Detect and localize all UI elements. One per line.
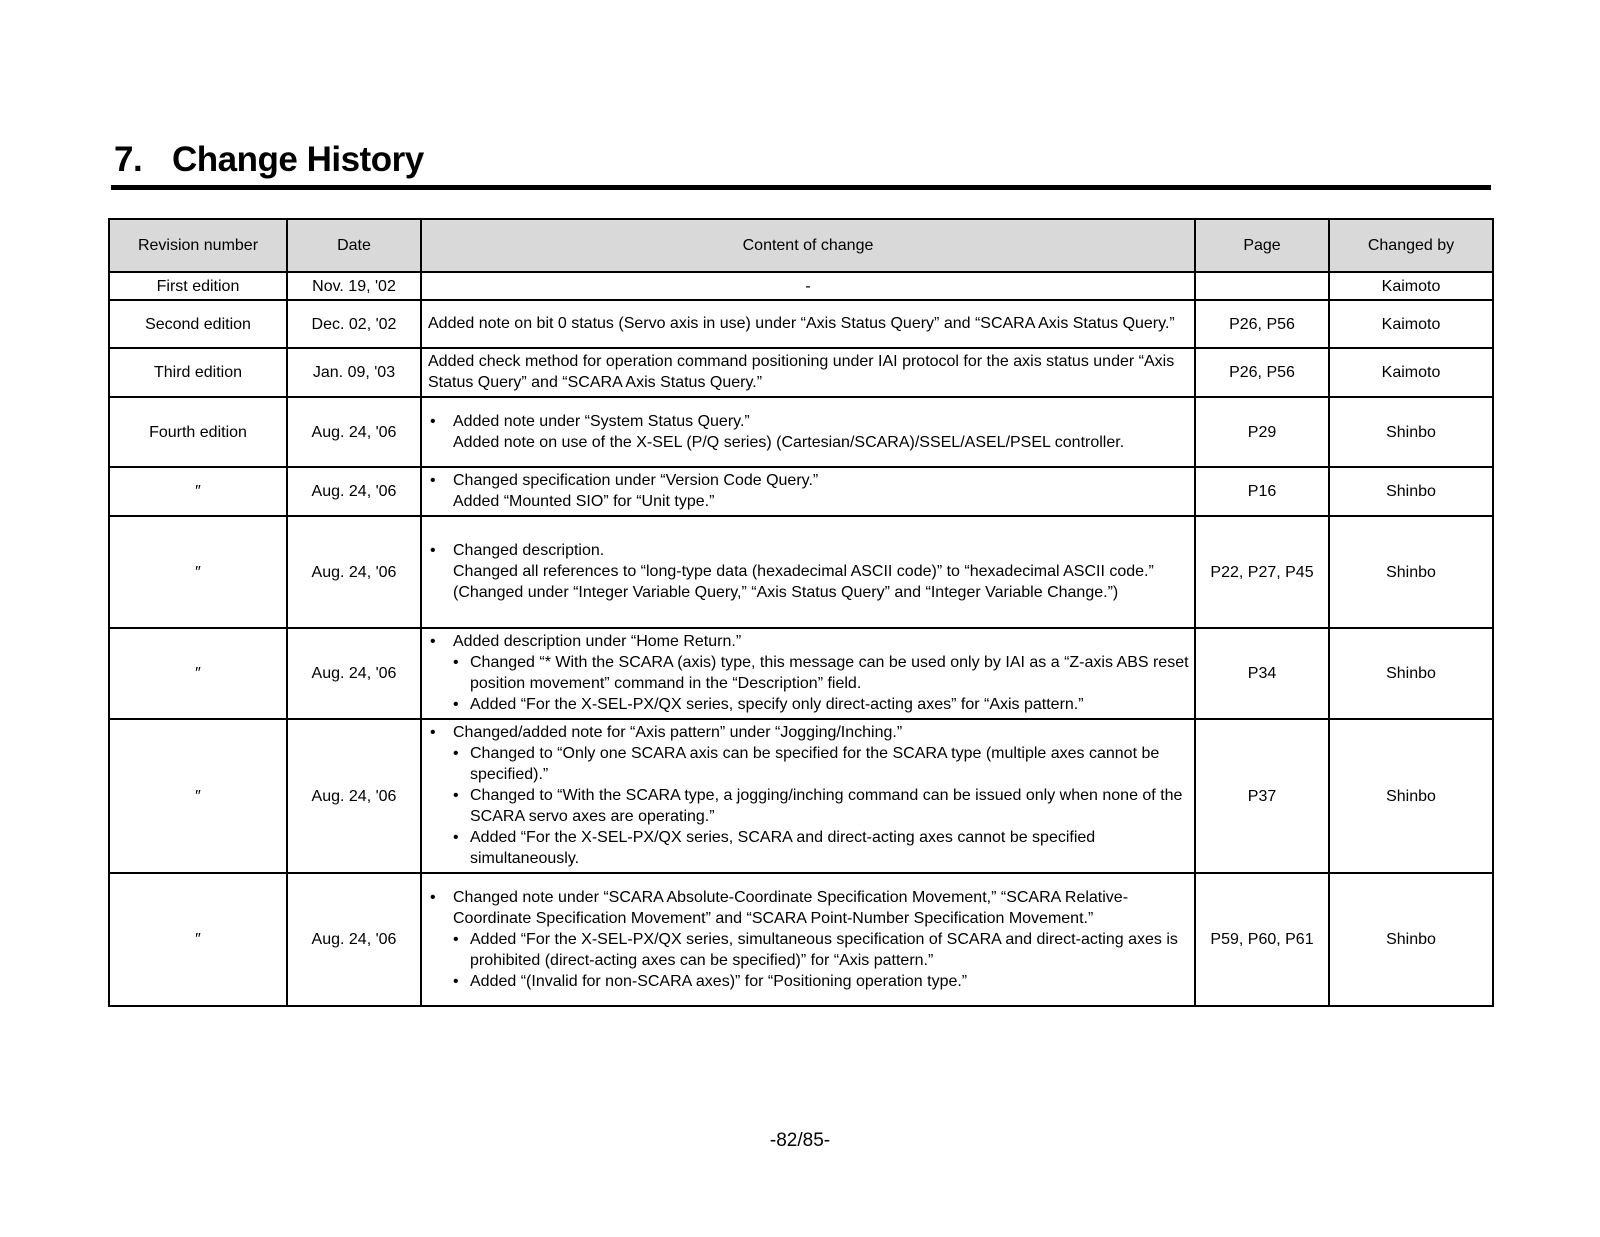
content-cell (421, 873, 1195, 1006)
date-cell: Aug. 24, '06 (287, 628, 421, 719)
bullet-list (428, 887, 1189, 992)
sub-bullet-list (428, 743, 1189, 869)
revision-cell: ″ (109, 719, 287, 873)
changed-by-cell: Shinbo (1329, 719, 1493, 873)
changed-by-cell: Kaimoto (1329, 300, 1493, 348)
bullet-continuation: Added note on use of the X-SEL (P/Q series) (Cartesian/SCARA)/SSEL/ASEL/PSEL controller. (453, 433, 1125, 451)
revision-cell: First edition (109, 272, 287, 300)
page-cell: P29 (1195, 397, 1329, 467)
table-row (109, 628, 1493, 719)
revision-cell: ″ (109, 873, 287, 1006)
revision-cell: Second edition (109, 300, 287, 348)
changed-by-cell: Shinbo (1329, 628, 1493, 719)
header-content-of-change: Content of change (421, 219, 1195, 272)
content-cell: Added note on bit 0 status (Servo axis in use) under “Axis Status Query” and “SCARA Axis Status Query.” (421, 300, 1195, 348)
bullet-list (428, 722, 1189, 869)
table-row (109, 719, 1493, 873)
list-item (428, 470, 1189, 512)
bullet-list (428, 470, 1189, 512)
title-underline (111, 185, 1491, 190)
changed-by-cell: Kaimoto (1329, 272, 1493, 300)
revision-cell: Fourth edition (109, 397, 287, 467)
list-item (428, 631, 1189, 715)
date-cell: Aug. 24, '06 (287, 516, 421, 628)
date-cell: Jan. 09, '03 (287, 348, 421, 397)
bullet-text: • Added description under “Home Return.” (453, 633, 742, 650)
table-row (109, 348, 1493, 397)
bullet-text: • Changed specification under “Version Code Query.” (453, 472, 819, 489)
changed-by-cell: Shinbo (1329, 467, 1493, 516)
list-item (428, 540, 1189, 603)
changed-by-cell: Kaimoto (1329, 348, 1493, 397)
change-history-table (108, 218, 1494, 1007)
date-cell: Dec. 02, '02 (287, 300, 421, 348)
bullet-text: • Added note under “System Status Query.” (453, 412, 750, 430)
sub-bullet-list (428, 929, 1189, 992)
revision-cell: ″ (109, 467, 287, 516)
header-changed-by: Changed by (1329, 219, 1493, 272)
bullet-continuation: (Changed under “Integer Variable Query,” “Axis Status Query” and “Integer Variable Change.”) (453, 584, 1119, 601)
sub-list-item: • Added “For the X-SEL-PX/QX series, simultaneous specification of SCARA and direct-acting axes is prohibited (direct-acting axes can be specified)” for “Axis pattern.” (428, 929, 1189, 971)
section-number: 7. (114, 140, 143, 179)
page-cell (1195, 272, 1329, 300)
page-cell: P26, P56 (1195, 300, 1329, 348)
date-cell: Aug. 24, '06 (287, 719, 421, 873)
table-row (109, 873, 1493, 1006)
section-title: Change History (172, 140, 424, 179)
bullet-text: • Changed note under “SCARA Absolute-Coordinate Specification Movement,” “SCARA Relative-Coordinate Specification Movement” and “SCARA Point-Number Specification Movement.” (453, 888, 1129, 927)
table-header-row (109, 219, 1493, 272)
sub-list-item: • Added “For the X-SEL-PX/QX series, specify only direct-acting axes” for “Axis pattern.” (428, 694, 1189, 715)
list-item (428, 411, 1189, 453)
bullet-continuation: Added “Mounted SIO” for “Unit type.” (453, 493, 715, 510)
content-cell (421, 397, 1195, 467)
sub-list-item: • Changed to “Only one SCARA axis can be specified for the SCARA type (multiple axes cannot be specified).” (428, 743, 1189, 785)
page-number: -82/85- (769, 1130, 831, 1151)
content-cell (421, 628, 1195, 719)
sub-list-item: • Added “(Invalid for non-SCARA axes)” for “Positioning operation type.” (428, 971, 1189, 992)
content-cell: Added check method for operation command positioning under IAI protocol for the axis status under “Axis Status Query” and “SCARA Axis Status Query.” (421, 348, 1195, 397)
content-cell: - (421, 272, 1195, 300)
header-revision-number: Revision number (109, 219, 287, 272)
content-cell (421, 467, 1195, 516)
table-row (109, 467, 1493, 516)
bullet-list (428, 540, 1189, 603)
bullet-text: • Changed description. (453, 542, 605, 559)
changed-by-cell: Shinbo (1329, 516, 1493, 628)
page-cell: P34 (1195, 628, 1329, 719)
page-cell: P26, P56 (1195, 348, 1329, 397)
table-row (109, 397, 1493, 467)
page-cell: P22, P27, P45 (1195, 516, 1329, 628)
list-item (428, 722, 1189, 869)
revision-cell: Third edition (109, 348, 287, 397)
bullet-continuation: Changed all references to “long-type data (hexadecimal ASCII code)” to “hexadecimal ASCII code.” (453, 563, 1154, 580)
page-cell: P37 (1195, 719, 1329, 873)
revision-cell: ″ (109, 516, 287, 628)
changed-by-cell: Shinbo (1329, 397, 1493, 467)
date-cell: Aug. 24, '06 (287, 397, 421, 467)
table-row (109, 516, 1493, 628)
table-row (109, 272, 1493, 300)
bullet-text: • Changed/added note for “Axis pattern” under “Jogging/Inching.” (453, 724, 903, 741)
date-cell: Aug. 24, '06 (287, 873, 421, 1006)
bullet-list (428, 411, 1189, 453)
sub-list-item: • Changed to “With the SCARA type, a jogging/inching command can be issued only when none of the SCARA servo axes are operating.” (428, 785, 1189, 827)
bullet-list (428, 631, 1189, 715)
page-cell: P16 (1195, 467, 1329, 516)
page-title (114, 140, 424, 180)
header-page: Page (1195, 219, 1329, 272)
sub-bullet-list (428, 652, 1189, 715)
table-row (109, 300, 1493, 348)
sub-list-item: • Added “For the X-SEL-PX/QX series, SCARA and direct-acting axes cannot be specified simultaneously. (428, 827, 1189, 869)
page-cell: P59, P60, P61 (1195, 873, 1329, 1006)
list-item (428, 887, 1189, 992)
sub-list-item: • Changed “* With the SCARA (axis) type, this message can be used only by IAI as a “Z-axis ABS reset position movement” command in the “Description” field. (428, 652, 1189, 694)
date-cell: Nov. 19, '02 (287, 272, 421, 300)
date-cell: Aug. 24, '06 (287, 467, 421, 516)
content-cell (421, 516, 1195, 628)
header-date: Date (287, 219, 421, 272)
content-cell (421, 719, 1195, 873)
revision-cell: ″ (109, 628, 287, 719)
changed-by-cell: Shinbo (1329, 873, 1493, 1006)
